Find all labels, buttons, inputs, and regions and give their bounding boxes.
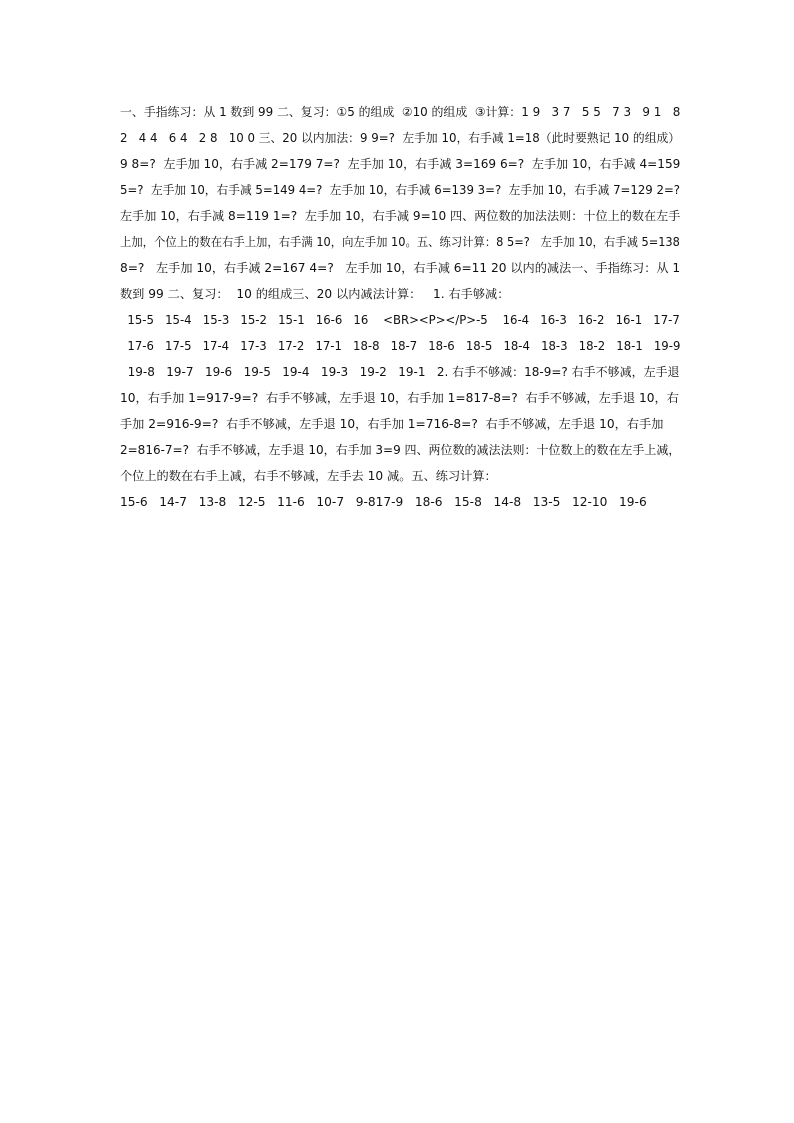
text-line-14: 2=816-7=? 右手不够减，左手退 10，右手加 3=9 四、两位数的减法法则：十位数上的数在左手上减， (120, 443, 681, 457)
text-line-9: 15-5 15-4 15-3 15-2 15-1 16-6 16 <BR><P></P>-5 16-4 16-3 16-2 16-1 17-7 (120, 313, 680, 327)
text-line-1: 一、手指练习：从 1 数到 99 二、复习：①5 的组成 ②10 的组成 ③计算：1 9 3 7 5 5 7 3 9 1 8 (120, 105, 681, 119)
text-line-11: 19-8 19-7 19-6 19-5 19-4 19-3 19-2 19-1 2. 右手不够减：18-9=? 右手不够减，左手退 (120, 365, 680, 379)
text-line-7: 8=? 左手加 10，右手减 2=167 4=? 左手加 10，右手减 6=11 20 以内的减法一、手指练习：从 1 (120, 261, 681, 275)
text-line-3: 9 8=? 左手加 10，右手减 2=179 7=? 左手加 10，右手减 3=169 6=? 左手加 10，右手减 4=159 (120, 157, 681, 171)
document-body (120, 99, 680, 515)
text-line-16: 15-6 14-7 13-8 12-5 11-6 10-7 9-817-9 18-6 15-8 14-8 13-5 12-10 19-6 (120, 495, 647, 509)
text-line-8: 数到 99 二、复习： 10 的组成三、20 以内减法计算： 1. 右手够减： (120, 287, 510, 301)
text-line-2: 2 4 4 6 4 2 8 10 0 三、20 以内加法：9 9=? 左手加 10，右手减 1=18（此时要熟记 10 的组成） (120, 131, 681, 145)
text-line-15: 个位上的数在右手上减，右手不够减，左手去 10 减。五、练习计算： (120, 469, 497, 483)
text-line-5: 左手加 10，右手减 8=119 1=? 左手加 10，右手减 9=10 四、两位数的加法法则：十位上的数在左手 (120, 209, 681, 223)
text-line-10: 17-6 17-5 17-4 17-3 17-2 17-1 18-8 18-7 18-6 18-5 18-4 18-3 18-2 18-1 19-9 (120, 339, 681, 353)
text-line-12: 10，右手加 1=917-9=? 右手不够减，左手退 10，右手加 1=817-8=? 右手不够减，左手退 10，右 (120, 391, 679, 405)
text-line-6: 上加，个位上的数在右手上加，右手满 10，向左手加 10。五、练习计算：8 5=? 左手加 10，右手减 5=138 (120, 235, 680, 249)
text-line-13: 手加 2=916-9=? 右手不够减，左手退 10，右手加 1=716-8=? 右手不够减，左手退 10，右手加 (120, 417, 664, 431)
text-line-4: 5=? 左手加 10，右手减 5=149 4=? 左手加 10，右手减 6=139 3=? 左手加 10，右手减 7=129 2=? (120, 183, 681, 197)
